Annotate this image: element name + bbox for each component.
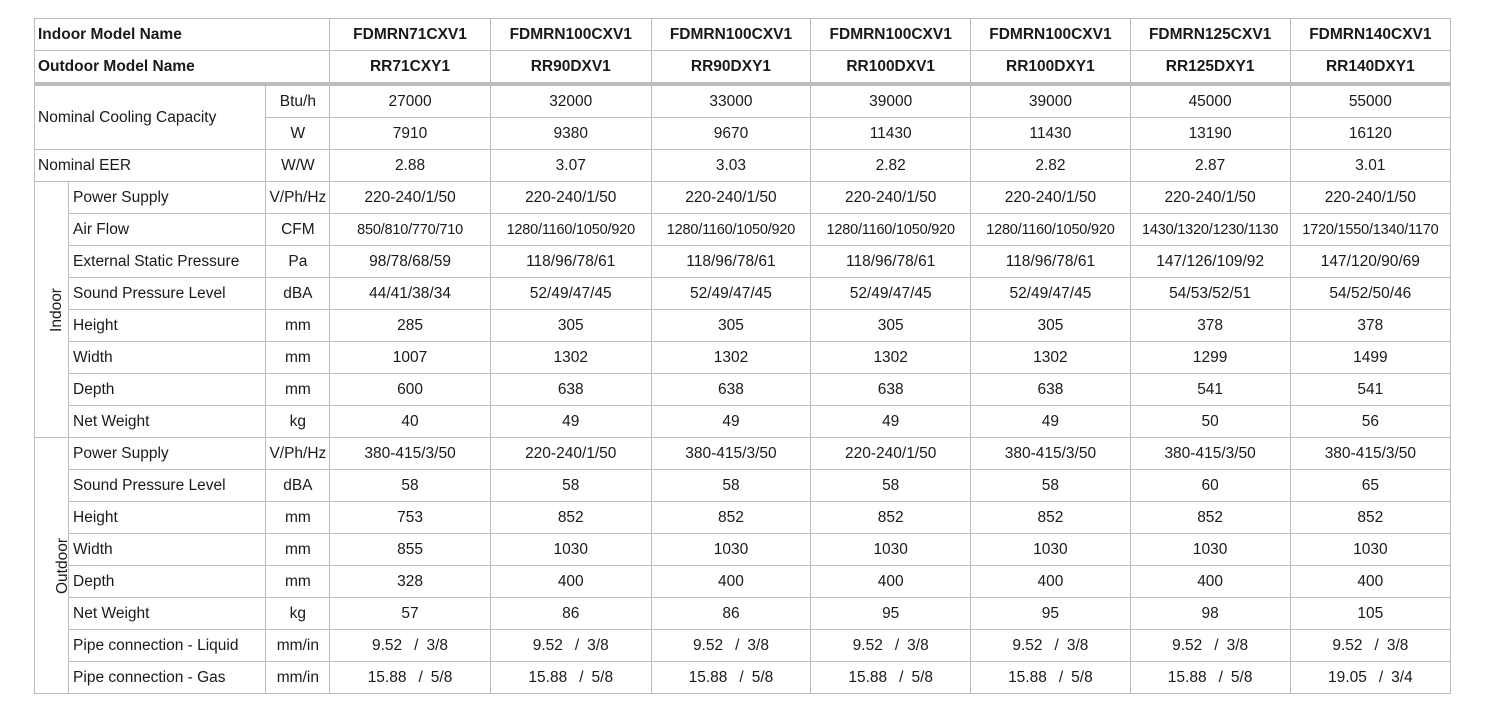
- pipe-value-cell: [651, 662, 810, 694]
- table-row: [35, 470, 1451, 502]
- value-cell: 147/120/90/69: [1290, 246, 1450, 278]
- pipe-value-cell: [971, 630, 1130, 662]
- unit-cell: mm: [266, 534, 330, 566]
- cooling-capacity-label: Nominal Cooling Capacity: [35, 84, 266, 150]
- value-cell: 98: [1130, 598, 1290, 630]
- value-cell: 220-240/1/50: [811, 438, 971, 470]
- unit-cell: W/W: [266, 150, 330, 182]
- indoor-model-label: Indoor Model Name: [35, 19, 330, 51]
- value-cell: 3.07: [490, 150, 651, 182]
- value-cell: 380-415/3/50: [1290, 438, 1450, 470]
- pipe-mm-value: 15.88: [1167, 668, 1207, 686]
- outdoor-model-name: RR125DXY1: [1130, 51, 1290, 85]
- value-cell: 56: [1290, 406, 1450, 438]
- value-cell: 58: [651, 470, 810, 502]
- indoor-model-name: FDMRN100CXV1: [811, 19, 971, 51]
- value-cell: 39000: [971, 84, 1130, 118]
- value-cell: 1280/1160/1050/920: [490, 214, 651, 246]
- parameter-label: Pipe connection - Liquid: [69, 630, 266, 662]
- value-cell: 220-240/1/50: [490, 182, 651, 214]
- pipe-value-cell: [971, 662, 1130, 694]
- value-cell: 95: [971, 598, 1130, 630]
- value-cell: 11430: [971, 118, 1130, 150]
- parameter-label: Pipe connection - Gas: [69, 662, 266, 694]
- parameter-label: Depth: [69, 374, 266, 406]
- parameter-label: Depth: [69, 566, 266, 598]
- pipe-inch-value: 5/8: [591, 668, 614, 686]
- value-cell: 220-240/1/50: [1130, 182, 1290, 214]
- table-row: [35, 278, 1451, 310]
- unit-cell: mm: [266, 310, 330, 342]
- value-cell: 1302: [651, 342, 810, 374]
- value-cell: 58: [330, 470, 490, 502]
- value-cell: 2.88: [330, 150, 490, 182]
- value-cell: 118/96/78/61: [971, 246, 1130, 278]
- value-cell: 52/49/47/45: [651, 278, 810, 310]
- pipe-mm-value: 9.52: [532, 636, 563, 654]
- value-cell: 44/41/38/34: [330, 278, 490, 310]
- value-cell: 1030: [1130, 534, 1290, 566]
- pipe-mm-value: 15.88: [848, 668, 888, 686]
- value-cell: 49: [490, 406, 651, 438]
- value-cell: 52/49/47/45: [971, 278, 1130, 310]
- parameter-label: Width: [69, 534, 266, 566]
- pipe-mm-value: 9.52: [852, 636, 883, 654]
- value-cell: 1302: [971, 342, 1130, 374]
- value-cell: 600: [330, 374, 490, 406]
- parameter-label: Height: [69, 310, 266, 342]
- unit-cell: mm: [266, 502, 330, 534]
- parameter-label: Net Weight: [69, 406, 266, 438]
- pipe-mm-value: 9.52: [692, 636, 724, 654]
- value-cell: 7910: [330, 118, 490, 150]
- pipe-inch-value: 5/8: [751, 668, 774, 686]
- pipe-separator: /: [739, 668, 744, 686]
- outdoor-vertical-label: Outdoor: [54, 537, 72, 594]
- unit-cell: kg: [266, 598, 330, 630]
- value-cell: 39000: [811, 84, 971, 118]
- value-cell: 60: [1130, 470, 1290, 502]
- value-cell: 33000: [651, 84, 810, 118]
- value-cell: 9670: [651, 118, 810, 150]
- value-cell: 1302: [490, 342, 651, 374]
- unit-cell: W: [266, 118, 330, 150]
- table-row: [35, 406, 1451, 438]
- value-cell: 378: [1290, 310, 1450, 342]
- value-cell: 1302: [811, 342, 971, 374]
- parameter-label: Air Flow: [69, 214, 266, 246]
- value-cell: 1030: [1290, 534, 1450, 566]
- pipe-value-cell: [490, 630, 651, 662]
- value-cell: 2.82: [971, 150, 1130, 182]
- value-cell: 1007: [330, 342, 490, 374]
- value-cell: 1720/1550/1340/1170: [1290, 214, 1450, 246]
- header-row-indoor-model: [35, 19, 1451, 51]
- unit-cell: V/Ph/Hz: [266, 182, 330, 214]
- table-row: [35, 246, 1451, 278]
- unit-cell: mm: [266, 566, 330, 598]
- unit-cell: dBA: [266, 470, 330, 502]
- unit-cell: Pa: [266, 246, 330, 278]
- indoor-model-name: FDMRN100CXV1: [971, 19, 1130, 51]
- spec-table-body: [35, 19, 1451, 694]
- pipe-mm-value: 9.52: [372, 636, 403, 654]
- value-cell: 1030: [971, 534, 1130, 566]
- value-cell: 220-240/1/50: [971, 182, 1130, 214]
- pipe-inch-value: 3/8: [747, 636, 769, 654]
- value-cell: 1030: [651, 534, 810, 566]
- unit-cell: mm: [266, 374, 330, 406]
- parameter-label: Power Supply: [69, 182, 266, 214]
- value-cell: 86: [490, 598, 651, 630]
- value-cell: 638: [490, 374, 651, 406]
- pipe-value-cell: [811, 662, 971, 694]
- parameter-label: Sound Pressure Level: [69, 278, 266, 310]
- value-cell: 852: [651, 502, 810, 534]
- value-cell: 852: [811, 502, 971, 534]
- value-cell: 380-415/3/50: [651, 438, 810, 470]
- pipe-mm-value: 15.88: [528, 668, 568, 686]
- pipe-mm-value: 15.88: [367, 668, 407, 686]
- indoor-model-name: FDMRN125CXV1: [1130, 19, 1290, 51]
- value-cell: 1299: [1130, 342, 1290, 374]
- unit-cell: CFM: [266, 214, 330, 246]
- pipe-separator: /: [1214, 636, 1219, 654]
- value-cell: 49: [971, 406, 1130, 438]
- pipe-value-cell: [811, 630, 971, 662]
- pipe-inch-value: 5/8: [911, 668, 934, 686]
- indoor-model-name: FDMRN100CXV1: [490, 19, 651, 51]
- pipe-value-cell: [490, 662, 651, 694]
- pipe-inch-value: 3/8: [1226, 636, 1249, 654]
- pipe-inch-value: 3/8: [587, 636, 609, 654]
- value-cell: 27000: [330, 84, 490, 118]
- table-row: [35, 374, 1451, 406]
- parameter-label: Power Supply: [69, 438, 266, 470]
- pipe-inch-value: 3/8: [1066, 636, 1089, 654]
- pipe-inch-value: 5/8: [1230, 668, 1253, 686]
- unit-cell: Btu/h: [266, 84, 330, 118]
- unit-cell: mm/in: [266, 662, 330, 694]
- value-cell: 32000: [490, 84, 651, 118]
- outdoor-group-label: [35, 438, 72, 694]
- value-cell: 852: [1130, 502, 1290, 534]
- value-cell: 95: [811, 598, 971, 630]
- value-cell: 1280/1160/1050/920: [971, 214, 1130, 246]
- value-cell: 852: [971, 502, 1130, 534]
- pipe-value-cell: [330, 630, 490, 662]
- value-cell: 400: [971, 566, 1130, 598]
- value-cell: 11430: [811, 118, 971, 150]
- value-cell: 118/96/78/61: [651, 246, 810, 278]
- value-cell: 305: [490, 310, 651, 342]
- eer-label: Nominal EER: [35, 150, 266, 182]
- parameter-label: Height: [69, 502, 266, 534]
- value-cell: 40: [330, 406, 490, 438]
- pipe-separator: /: [1054, 636, 1059, 654]
- pipe-mm-value: 19.05: [1328, 668, 1367, 686]
- value-cell: 1430/1320/1230/1130: [1130, 214, 1290, 246]
- header-row-outdoor-model: [35, 51, 1451, 85]
- table-row: [35, 438, 1451, 470]
- value-cell: 1499: [1290, 342, 1450, 374]
- value-cell: 147/126/109/92: [1130, 246, 1290, 278]
- value-cell: 50: [1130, 406, 1290, 438]
- parameter-label: Net Weight: [69, 598, 266, 630]
- pipe-value-cell: [330, 662, 490, 694]
- value-cell: 220-240/1/50: [490, 438, 651, 470]
- value-cell: 57: [330, 598, 490, 630]
- value-cell: 45000: [1130, 84, 1290, 118]
- value-cell: 380-415/3/50: [330, 438, 490, 470]
- value-cell: 65: [1290, 470, 1450, 502]
- parameter-label: Width: [69, 342, 266, 374]
- table-row: [35, 214, 1451, 246]
- value-cell: 753: [330, 502, 490, 534]
- value-cell: 58: [811, 470, 971, 502]
- value-cell: 86: [651, 598, 810, 630]
- value-cell: 850/810/770/710: [330, 214, 490, 246]
- value-cell: 378: [1130, 310, 1290, 342]
- pipe-separator: /: [574, 636, 580, 654]
- value-cell: 328: [330, 566, 490, 598]
- parameter-label: Sound Pressure Level: [69, 470, 266, 502]
- value-cell: 54/52/50/46: [1290, 278, 1450, 310]
- pipe-separator: /: [579, 668, 584, 686]
- outdoor-model-name: RR100DXY1: [971, 51, 1130, 85]
- value-cell: 220-240/1/50: [330, 182, 490, 214]
- value-cell: 52/49/47/45: [490, 278, 651, 310]
- indoor-model-name: FDMRN100CXV1: [651, 19, 810, 51]
- value-cell: 2.87: [1130, 150, 1290, 182]
- outdoor-model-name: RR140DXY1: [1290, 51, 1450, 85]
- value-cell: 852: [1290, 502, 1450, 534]
- value-cell: 1280/1160/1050/920: [811, 214, 971, 246]
- value-cell: 380-415/3/50: [1130, 438, 1290, 470]
- value-cell: 2.82: [811, 150, 971, 182]
- table-row-eer: [35, 150, 1451, 182]
- value-cell: 852: [490, 502, 651, 534]
- value-cell: 380-415/3/50: [971, 438, 1130, 470]
- value-cell: 1280/1160/1050/920: [651, 214, 810, 246]
- value-cell: 3.01: [1290, 150, 1450, 182]
- table-row: [35, 630, 1451, 662]
- table-row: [35, 342, 1451, 374]
- value-cell: 638: [811, 374, 971, 406]
- value-cell: 9380: [490, 118, 651, 150]
- value-cell: 305: [971, 310, 1130, 342]
- pipe-value-cell: [1290, 662, 1450, 694]
- pipe-separator: /: [1374, 636, 1379, 654]
- value-cell: 1030: [490, 534, 651, 566]
- pipe-inch-value: 3/8: [907, 636, 929, 654]
- pipe-value-cell: [1290, 630, 1450, 662]
- indoor-model-name: FDMRN71CXV1: [330, 19, 490, 51]
- pipe-separator: /: [735, 636, 740, 654]
- value-cell: 105: [1290, 598, 1450, 630]
- value-cell: 118/96/78/61: [811, 246, 971, 278]
- value-cell: 54/53/52/51: [1130, 278, 1290, 310]
- table-row: [35, 182, 1451, 214]
- pipe-mm-value: 15.88: [1008, 668, 1047, 686]
- pipe-inch-value: 3/4: [1391, 668, 1413, 686]
- pipe-inch-value: 5/8: [430, 668, 453, 686]
- pipe-mm-value: 9.52: [1172, 636, 1203, 654]
- table-row: [35, 662, 1451, 694]
- pipe-value-cell: [651, 630, 810, 662]
- value-cell: 285: [330, 310, 490, 342]
- table-row-cooling-capacity: [35, 84, 1451, 118]
- pipe-separator: /: [1058, 668, 1064, 686]
- pipe-separator: /: [418, 668, 423, 686]
- spec-table: [34, 18, 1451, 694]
- pipe-separator: /: [899, 668, 904, 686]
- value-cell: 638: [651, 374, 810, 406]
- value-cell: 13190: [1130, 118, 1290, 150]
- table-row: [35, 534, 1451, 566]
- value-cell: 3.03: [651, 150, 810, 182]
- unit-cell: V/Ph/Hz: [266, 438, 330, 470]
- value-cell: 49: [651, 406, 810, 438]
- pipe-inch-value: 3/8: [426, 636, 449, 654]
- outdoor-model-name: RR90DXV1: [490, 51, 651, 85]
- value-cell: 220-240/1/50: [651, 182, 810, 214]
- value-cell: 220-240/1/50: [1290, 182, 1450, 214]
- table-row: [35, 502, 1451, 534]
- value-cell: 58: [490, 470, 651, 502]
- value-cell: 220-240/1/50: [811, 182, 971, 214]
- value-cell: 305: [811, 310, 971, 342]
- table-row: [35, 566, 1451, 598]
- value-cell: 541: [1290, 374, 1450, 406]
- unit-cell: mm/in: [266, 630, 330, 662]
- table-row: [35, 310, 1451, 342]
- value-cell: 400: [651, 566, 810, 598]
- pipe-inch-value: 3/8: [1386, 636, 1409, 654]
- pipe-inch-value: 5/8: [1071, 668, 1093, 686]
- value-cell: 1030: [811, 534, 971, 566]
- indoor-vertical-label: Indoor: [47, 287, 65, 332]
- unit-cell: mm: [266, 342, 330, 374]
- value-cell: 400: [490, 566, 651, 598]
- value-cell: 52/49/47/45: [811, 278, 971, 310]
- indoor-model-name: FDMRN140CXV1: [1290, 19, 1450, 51]
- pipe-mm-value: 9.52: [1012, 636, 1043, 654]
- value-cell: 400: [811, 566, 971, 598]
- outdoor-model-name: RR90DXY1: [651, 51, 810, 85]
- pipe-value-cell: [1130, 662, 1290, 694]
- outdoor-model-name: RR71CXY1: [330, 51, 490, 85]
- value-cell: 55000: [1290, 84, 1450, 118]
- pipe-separator: /: [414, 636, 419, 654]
- value-cell: 16120: [1290, 118, 1450, 150]
- outdoor-model-label: Outdoor Model Name: [35, 51, 330, 85]
- pipe-mm-value: 15.88: [688, 668, 728, 686]
- value-cell: 541: [1130, 374, 1290, 406]
- pipe-separator: /: [1218, 668, 1223, 686]
- pipe-separator: /: [1378, 668, 1384, 686]
- parameter-label: External Static Pressure: [69, 246, 266, 278]
- value-cell: 58: [971, 470, 1130, 502]
- table-row: [35, 598, 1451, 630]
- pipe-value-cell: [1130, 630, 1290, 662]
- value-cell: 49: [811, 406, 971, 438]
- indoor-group-label: [35, 182, 69, 438]
- value-cell: 400: [1290, 566, 1450, 598]
- unit-cell: dBA: [266, 278, 330, 310]
- value-cell: 305: [651, 310, 810, 342]
- value-cell: 400: [1130, 566, 1290, 598]
- pipe-mm-value: 9.52: [1332, 636, 1363, 654]
- value-cell: 638: [971, 374, 1130, 406]
- pipe-separator: /: [894, 636, 900, 654]
- outdoor-model-name: RR100DXV1: [811, 51, 971, 85]
- unit-cell: kg: [266, 406, 330, 438]
- value-cell: 98/78/68/59: [330, 246, 490, 278]
- value-cell: 855: [330, 534, 490, 566]
- value-cell: 118/96/78/61: [490, 246, 651, 278]
